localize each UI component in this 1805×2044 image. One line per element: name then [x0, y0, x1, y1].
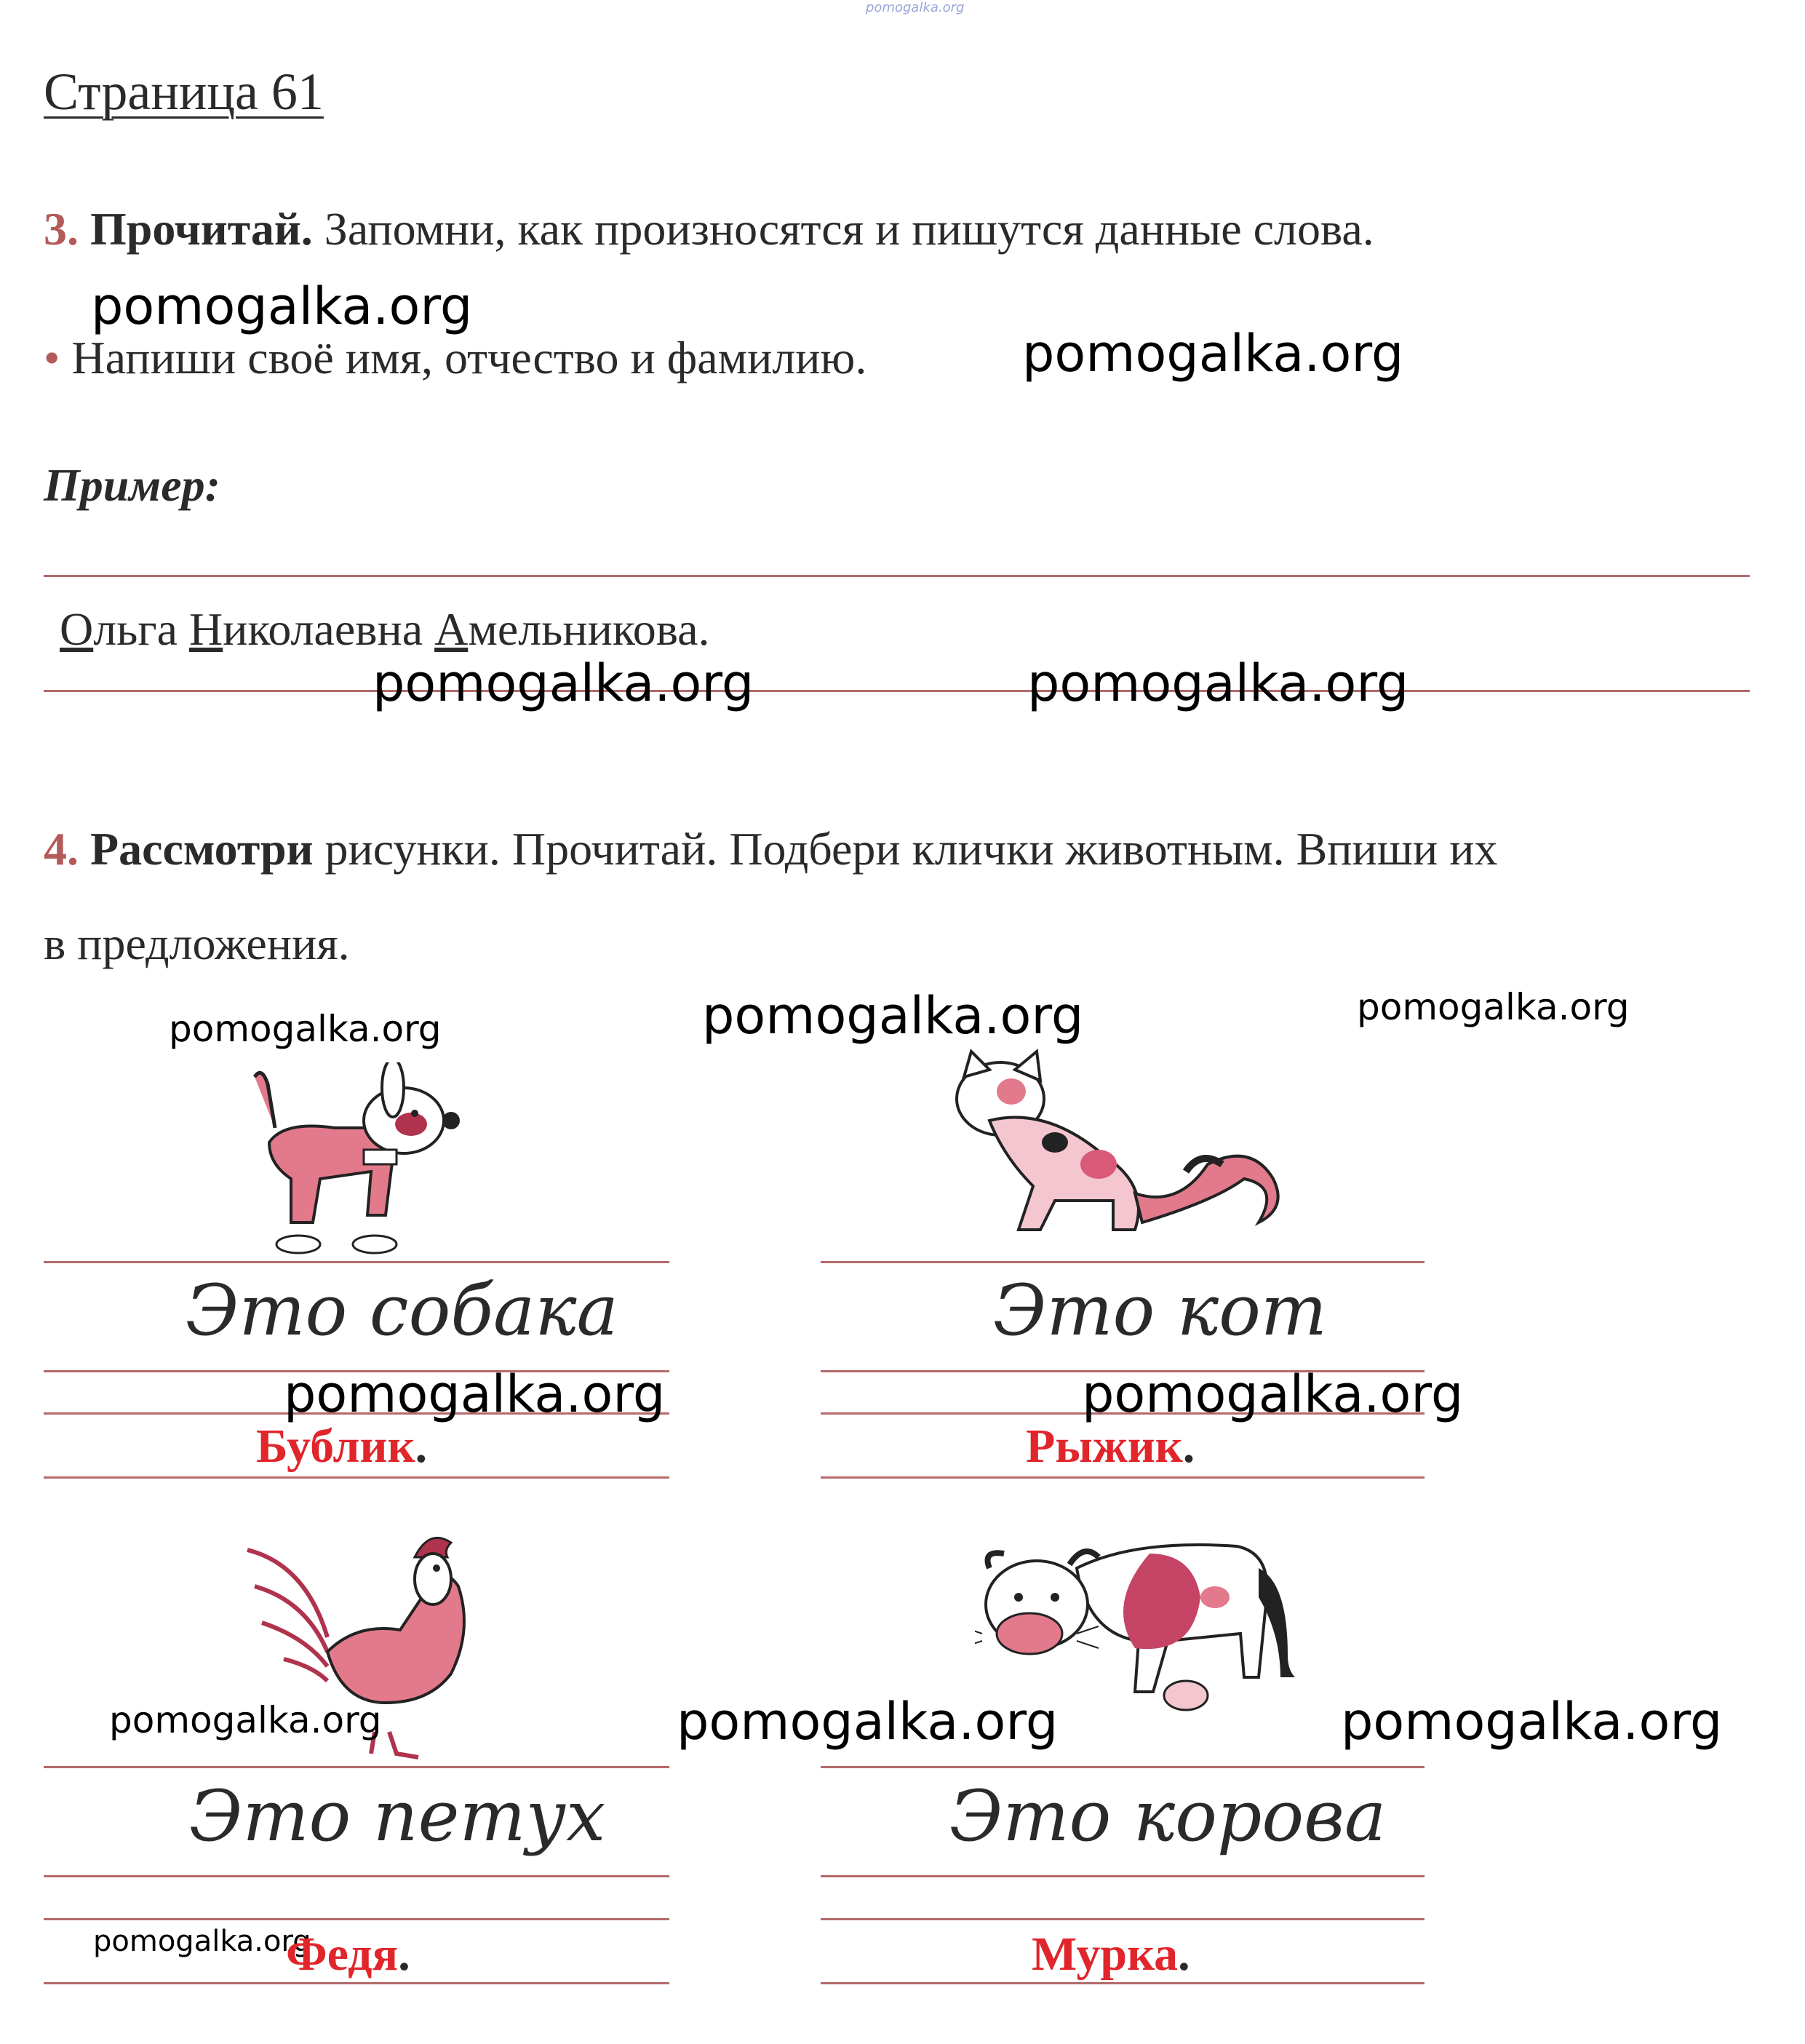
top-watermark: pomogalka.org: [866, 0, 965, 15]
rule-line: [44, 690, 1750, 692]
period: .: [415, 1420, 428, 1473]
task3-number: 3.: [44, 203, 79, 255]
dog-icon: [240, 1062, 473, 1259]
initial-letter: О: [60, 603, 94, 655]
rooster-answer: [286, 1927, 410, 1982]
watermark: pomogalka.org: [372, 653, 754, 713]
cat-name: Рыжик: [1026, 1420, 1183, 1473]
watermark: pomogalka.org: [1027, 653, 1409, 713]
rule-line: [821, 1982, 1425, 1984]
rule-line: [44, 1766, 669, 1768]
task3-instruction: [44, 202, 1374, 256]
task3-text: Запомни, как произносятся и пишутся данные слова.: [312, 203, 1374, 255]
name-part: иколаевна: [223, 603, 435, 655]
rule-line: [44, 575, 1750, 577]
task4-instruction: [44, 822, 1498, 876]
rule-line: [821, 1918, 1425, 1920]
name-part: мельникова.: [468, 603, 710, 655]
task4-number: 4.: [44, 823, 79, 875]
page-title: Страница 61: [44, 63, 324, 121]
rule-line: [44, 1476, 669, 1479]
cat-answer: [1026, 1419, 1195, 1474]
watermark: pomogalka.org: [1341, 1692, 1723, 1751]
example-name: [60, 603, 709, 656]
task4-text-continued: в предложения.: [44, 918, 350, 969]
watermark: pomogalka.org: [169, 1008, 442, 1050]
task4-text: рисунки. Прочитай. Подбери клички животным. Впиши их: [313, 823, 1498, 875]
cow-script-text: Это корова: [949, 1775, 1387, 1857]
period: .: [1178, 1928, 1190, 1981]
rooster-name: Федя: [286, 1928, 399, 1981]
bullet-icon: •: [44, 332, 60, 383]
example-label: Пример:: [44, 459, 220, 511]
watermark: pomogalka.org: [1082, 1364, 1464, 1424]
cow-name: Мурка: [1032, 1928, 1179, 1981]
cat-script-text: Это кот: [993, 1270, 1327, 1351]
rule-line: [44, 1982, 669, 1984]
period: .: [1182, 1420, 1195, 1473]
dog-answer: [256, 1419, 427, 1474]
watermark: pomogalka.org: [702, 986, 1084, 1046]
task4-bold: Рассмотри: [90, 823, 314, 875]
task3-bullet-line: [44, 331, 866, 385]
task3-bullet-text: Напиши своё имя, отчество и фамилию.: [71, 332, 867, 383]
watermark: pomogalka.org: [91, 277, 473, 336]
rule-line: [821, 1766, 1425, 1768]
watermark: pomogalka.org: [284, 1364, 666, 1424]
rule-line: [44, 1918, 669, 1920]
name-part: льга: [93, 603, 189, 655]
dog-script-text: Это собака: [186, 1270, 618, 1351]
watermark: pomogalka.org: [1357, 986, 1630, 1028]
rooster-script-text: Это петух: [189, 1775, 606, 1857]
rule-line: [821, 1476, 1425, 1479]
rule-line: [44, 1875, 669, 1877]
initial-letter: А: [434, 603, 469, 655]
cat-icon: [946, 1048, 1295, 1252]
rule-line: [821, 1261, 1425, 1263]
rule-line: [821, 1875, 1425, 1877]
dog-name: Бублик: [256, 1420, 415, 1473]
watermark: pomogalka.org: [677, 1692, 1059, 1751]
task3-bold: Прочитай.: [90, 203, 313, 255]
period: .: [398, 1928, 410, 1981]
cow-answer: [1032, 1927, 1190, 1982]
watermark: pomogalka.org: [93, 1925, 311, 1958]
watermark: pomogalka.org: [1022, 324, 1404, 383]
initial-letter: Н: [189, 603, 223, 655]
rule-line: [44, 1261, 669, 1263]
watermark: pomogalka.org: [109, 1699, 382, 1741]
